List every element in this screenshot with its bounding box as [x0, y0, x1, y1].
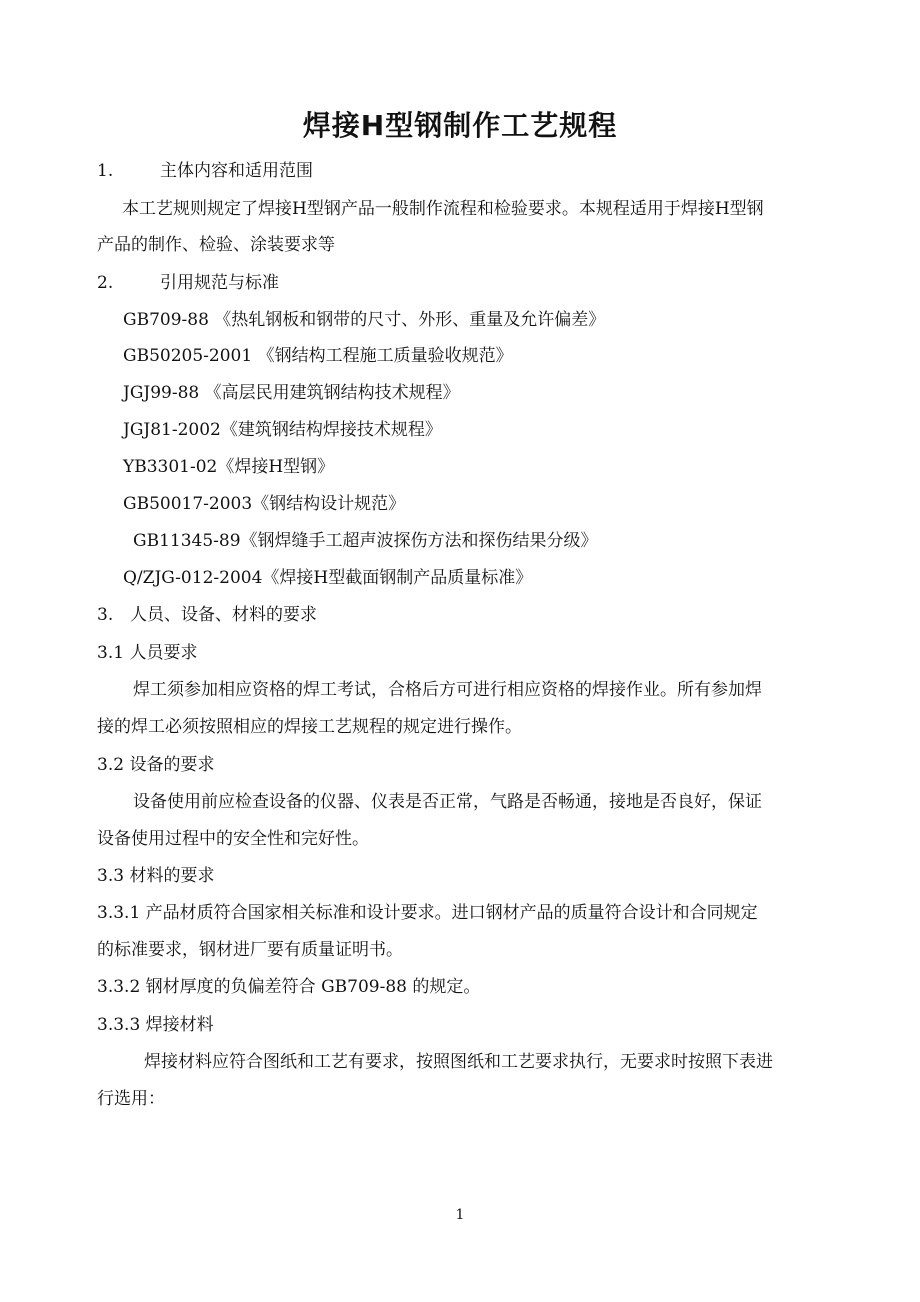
section-3-3-heading: 3.3 材料的要求 [97, 866, 215, 886]
section-3-2-line-1: 设备使用前应检查设备的仪器、仪表是否正常，气路是否畅通，接地是否良好，保证 [133, 792, 762, 812]
section-1-heading: 主体内容和适用范围 [160, 161, 313, 181]
reference-item: GB11345-89《钢焊缝手工超声波探伤方法和探伤结果分级》 [133, 531, 598, 551]
section-3-2-heading: 3.2 设备的要求 [97, 755, 215, 775]
section-3-3-1-line-2: 的标准要求，钢材进厂要有质量证明书。 [97, 940, 403, 960]
section-3-1-line-1: 焊工须参加相应资格的焊工考试，合格后方可进行相应资格的焊接作业。所有参加焊 [133, 680, 762, 700]
section-3-2-line-2: 设备使用过程中的安全性和完好性。 [97, 829, 369, 849]
section-3-3-3-line-1: 焊接材料应符合图纸和工艺有要求，按照图纸和工艺要求执行，无要求时按照下表进 [144, 1052, 773, 1072]
section-3-3-1-line-1: 3.3.1 产品材质符合国家相关标准和设计要求。进口钢材产品的质量符合设计和合同规定 [97, 903, 758, 923]
section-3-1-heading: 3.1 人员要求 [97, 643, 198, 663]
section-1-paragraph-line-2: 产品的制作、检验、涂装要求等 [97, 235, 335, 255]
section-2-heading: 引用规范与标准 [160, 273, 279, 293]
reference-item: GB50017-2003《钢结构设计规范》 [123, 494, 406, 514]
reference-item: GB50205-2001 《钢结构工程施工质量验收规范》 [123, 346, 513, 366]
section-3-3-3-heading: 3.3.3 焊接材料 [97, 1015, 214, 1035]
section-3-heading: 人员、设备、材料的要求 [130, 605, 317, 625]
reference-item: JGJ99-88 《高层民用建筑钢结构技术规程》 [123, 383, 460, 403]
reference-item: Q/ZJG-012-2004《焊接H型截面钢制产品质量标准》 [123, 568, 533, 588]
document-title: 焊接H型钢制作工艺规程 [302, 109, 618, 142]
section-1-paragraph-line-1: 本工艺规则规定了焊接H型钢产品一般制作流程和检验要求。本规程适用于焊接H型钢 [122, 199, 764, 219]
section-3-number: 3. [97, 605, 114, 625]
section-3-3-3-line-2: 行选用： [97, 1089, 165, 1109]
section-3-3-2: 3.3.2 钢材厚度的负偏差符合 GB709-88 的规定。 [97, 977, 481, 997]
section-2-number: 2. [97, 273, 114, 293]
reference-item: YB3301-02《焊接H型钢》 [123, 457, 335, 477]
reference-item: GB709-88 《热轧钢板和钢带的尺寸、外形、重量及允许偏差》 [123, 310, 606, 330]
section-1-number: 1. [97, 161, 114, 181]
reference-item: JGJ81-2002《建筑钢结构焊接技术规程》 [123, 420, 442, 440]
page-number: 1 [455, 1207, 465, 1223]
section-3-1-line-2: 接的焊工必须按照相应的焊接工艺规程的规定进行操作。 [97, 717, 522, 737]
